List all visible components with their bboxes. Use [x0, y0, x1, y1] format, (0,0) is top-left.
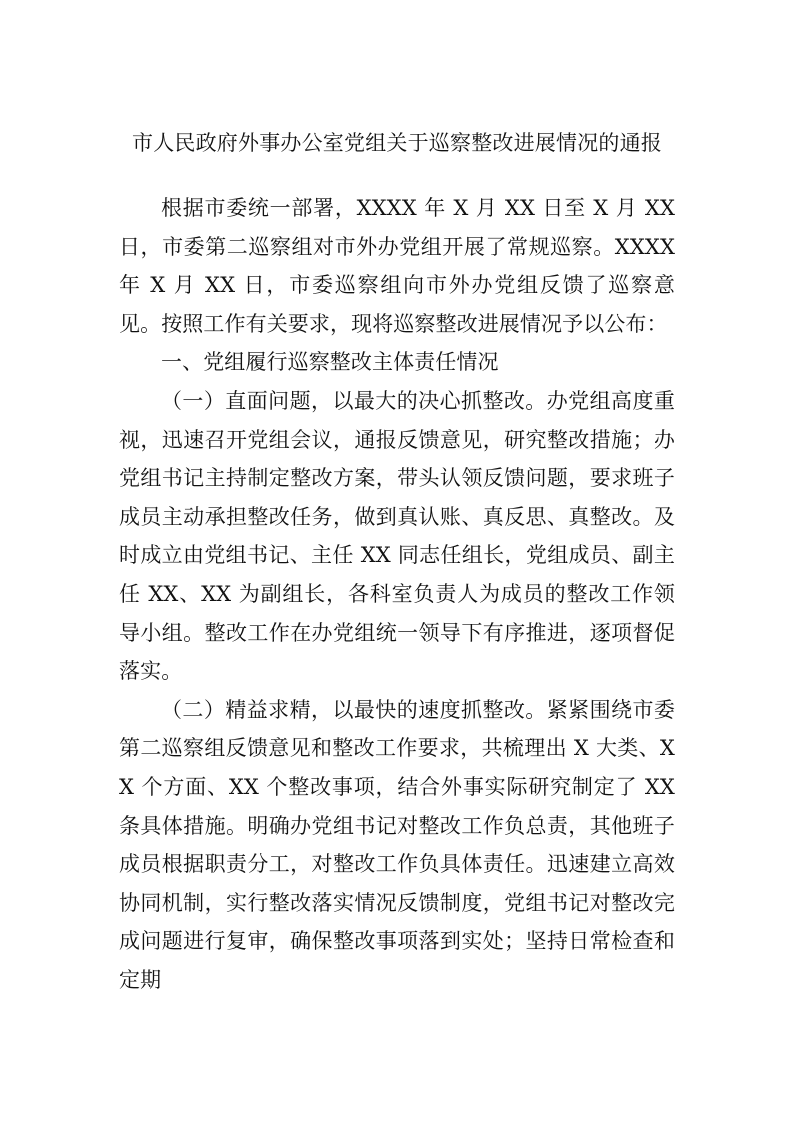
- paragraph-subsection-2: （二）精益求精，以最快的速度抓整改。紧紧围绕市委第二巡察组反馈意见和整改工作要求，共梳理出 X 大类、XX 个方面、XX 个整改事项，结合外事实际研究制定了 XX 条具体措施。明确办党组书记对整改工作负总责，其他班子成员根据职责分工，对整改工作负具体责任。迅速建立高效协同机制，实行整改落实情况反馈制度，党组书记对整改完成问题进行复审，确保整改事项落到实处；坚持日常检查和定期: [119, 697, 675, 992]
- document-body: [119, 189, 675, 999]
- document-title: 市人民政府外事办公室党组关于巡察整改进展情况的通报: [132, 131, 662, 155]
- paragraph-intro: 根据市委统一部署，XXXX 年 X 月 XX 日至 X 月 XX 日，市委第二巡察组对市外办党组开展了常规巡察。XXXX 年 X 月 XX 日，市委巡察组向市外办党组反馈了巡察意见。按照工作有关要求，现将巡察整改进展情况予以公布：: [119, 196, 675, 336]
- paragraph-subsection-1: （一）直面问题，以最大的决心抓整改。办党组高度重视，迅速召开党组会议，通报反馈意见，研究整改措施；办党组书记主持制定整改方案，带头认领反馈问题，要求班子成员主动承担整改任务，做到真认账、真反思、真整改。及时成立由党组书记、主任 XX 同志任组长，党组成员、副主任 XX、XX 为副组长，各科室负责人为成员的整改工作领导小组。整改工作在办党组统一领导下有序推进，逐项督促落实。: [119, 388, 675, 684]
- section-heading-1: 一、党组履行巡察整改主体责任情况: [161, 350, 499, 375]
